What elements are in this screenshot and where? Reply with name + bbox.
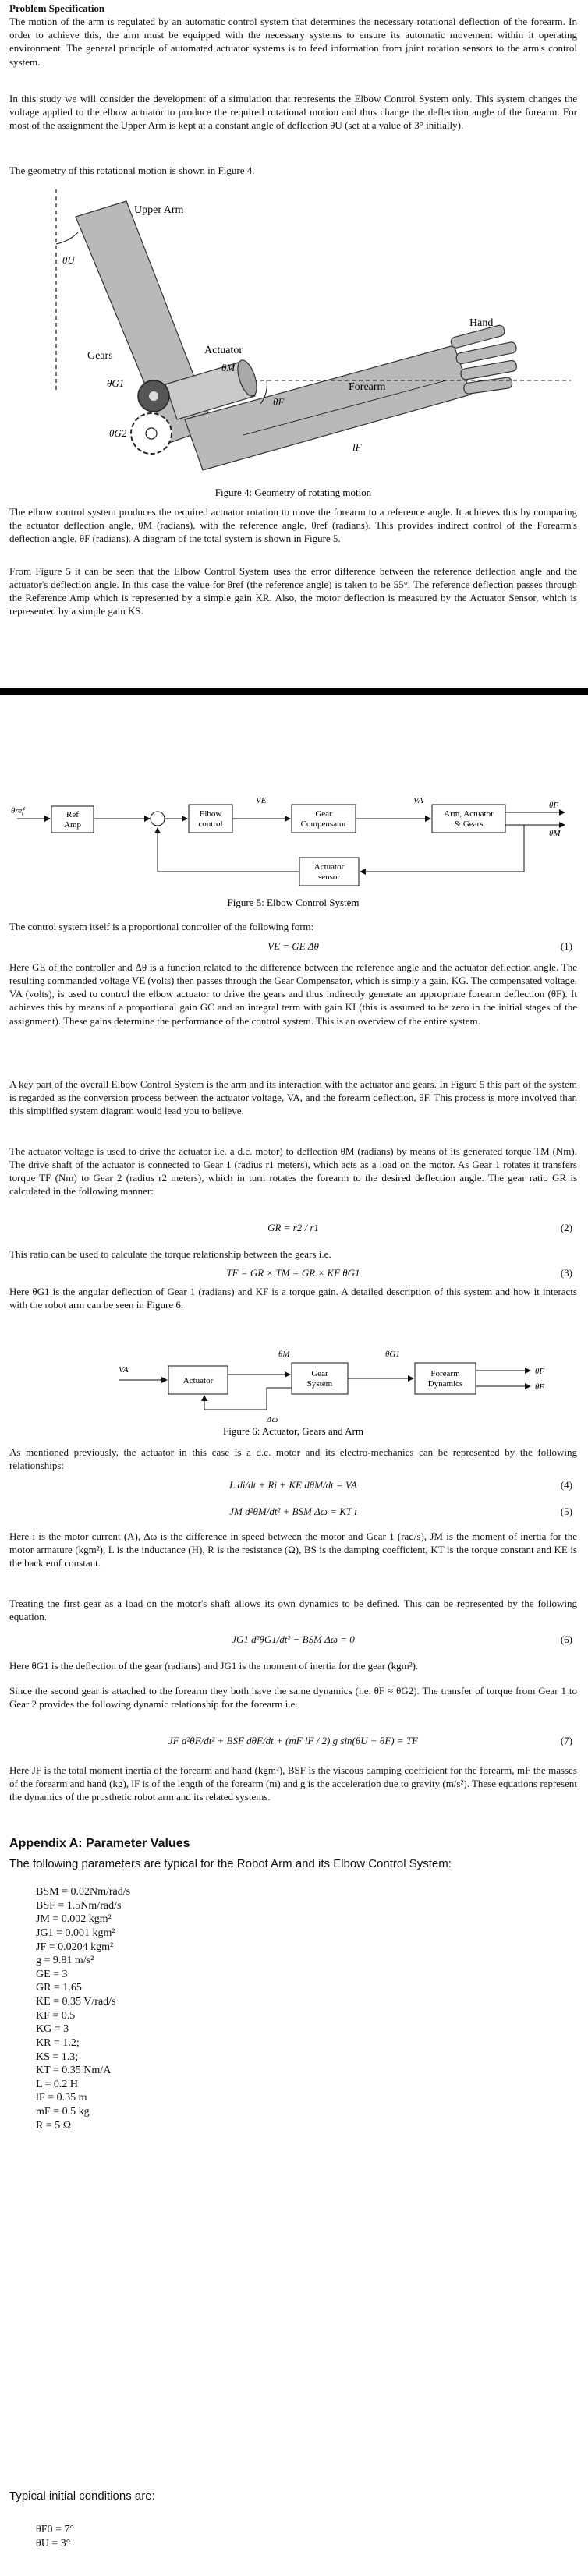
equation-1-number: (1) [560,940,572,952]
parameter-item: KE = 0.35 V/rad/s [36,1996,116,2008]
parameter-item: GE = 3 [36,1968,68,1980]
key-part-section [9,1077,577,1117]
forearm-label: Forearm [349,381,386,393]
theta-u-label: θU [62,254,75,266]
parameter-list [36,1885,285,2132]
equation-6-number: (6) [560,1633,572,1645]
intro-paragraph-3: The geometry of this rotational motion is shown in Figure 4. [9,165,255,176]
initial-conditions-title: Typical initial conditions are: [9,2489,155,2503]
gear-variable-paragraph: Here θG1 is the deflection of the gear (radians) and JG1 is the moment of inertia for the gear (kgm²). [9,1660,419,1672]
gear-label-1: Gear [315,809,332,819]
initial-conditions-section [9,2489,577,2504]
initial-condition-item: θF0 = 7° [36,2524,74,2535]
equation-4 [9,1478,577,1495]
parameter-item: KG = 3 [36,2023,69,2036]
parameter-item: KF = 0.5 [36,2009,76,2022]
first-gear-section [9,1597,577,1623]
parameter-item: GR = 1.65 [36,1982,82,1994]
theta-f-output-label-6: θF [535,1382,545,1392]
parameter-item: JG1 = 0.001 kgm² [36,1927,115,1939]
forearm-variables-paragraph: Here JF is the total moment inertia of the forearm and hand (kgm²), BSF is the viscous damping coefficient for the forearm, mF the masses of the forearm and hand (kg), lF is of the length of the forearm (m) and g is the acceleration due to gravity (m/s²). These equations represent the dynamics of the prosthetic robot arm and its related systems. [9,1764,577,1803]
gear-variable-section [9,1659,577,1672]
equation-3-number: (3) [560,1267,572,1279]
ref-amp-label-2: Amp [64,820,81,830]
equation-7-number: (7) [560,1735,572,1746]
theta-g1-label: θG1 [107,377,125,389]
actuator-label: Actuator [204,345,243,356]
intro-paragraph-2: In this study we will consider the development of a simulation that represents the Elbow Control System only. This system changes the voltage applied to the elbow actuator to produce the required rotational motion and thus change the deflection angle of the forearm. For most of the assignment the Upper Arm is kept at a constant angle of deflection θU (set at a value of 3° initially). [9,93,577,132]
theta-g2-label: θG2 [109,427,127,439]
control-paragraph-2: Here GE of the controller and Δθ is a function related to the difference between the reference angle and the actuator deflection angle. The resulting commanded voltage VE (volts) then passes through the Gear Compensator, which is simply a gain, KG. The compensated voltage, VA (volts), is used to control the elbow actuator to drive the gears and thus indirectly generate an appropriate forearm deflection (θF). It achieves this by means of a proportional gain GC and an integral term with gain KI (this is assumed to be zero in the initial stages of the assignment). These gains determine the performance of the control system. This is an overview of the entire system. [9,961,577,1027]
equation-1-body: VE = GE Δθ [267,940,319,952]
equation-6-body: JG1 d²θG1/dt² − BSM Δω = 0 [232,1633,355,1645]
parameter-item: mF = 0.5 kg [36,2106,90,2118]
equation-5-body: JM d²θM/dt² + BSM Δω = KT i [229,1506,357,1517]
gear-system-label-1: Gear [311,1369,328,1378]
motor-variables-paragraph: Here i is the motor current (A), Δω is the difference in speed between the motor and Gear 1 (rad/s), JM is the moment of inertia for the motor armature (kgm²), L is the inductance (H), R is the resistance (Ω), BS is the damping coefficient, KT is the torque constant and KE is the back emf constant. [9,1530,577,1569]
forearm-dynamics-label-2: Dynamics [427,1379,463,1389]
forearm-dynamics-label-1: Forearm [430,1369,460,1378]
theta-m-signal-label: θM [278,1350,290,1359]
theta-m-label: θM [221,362,236,373]
elbow-label-2: control [198,819,223,829]
theta-ref-input-label: θref [11,806,25,816]
parameter-item: KR = 1.2; [36,2036,80,2049]
problem-spec-section [9,2,577,69]
figure-4 [9,186,577,513]
motor-paragraph: As mentioned previously, the actuator in this case is a d.c. motor and its electro-mechanics can be represented by the following relationships: [9,1446,577,1472]
forearm-dynamics-block [415,1363,476,1394]
initial-condition-item: θU = 3° [36,2537,71,2549]
elbow-label-1: Elbow [199,809,222,819]
equation-6 [9,1633,577,1650]
equation-5-number: (5) [560,1506,572,1517]
control-section-2 [9,961,577,1028]
figure-6-caption: Figure 6: Actuator, Gears and Arm [223,1425,363,1437]
l-f-label: lF [352,441,362,453]
intro-section-2 [9,92,577,132]
actuator-voltage-section [9,1145,577,1198]
parameter-item: R = 5 Ω [36,2119,72,2132]
gear-system-block [292,1363,348,1394]
control-intro-paragraph: The control system itself is a proportional controller of the following form: [9,921,314,932]
figure-5-caption: Figure 5: Elbow Control System [227,897,360,908]
parameter-item: JM = 0.002 kgm² [36,1913,112,1926]
parameter-item: JF = 0.0204 kgm² [36,1941,114,1953]
gear-system-label-2: System [306,1379,333,1389]
motor-section [9,1445,577,1472]
theta-u-arc [56,232,78,244]
equation-2-number: (2) [560,1222,572,1233]
initial-conditions-list [36,2523,285,2550]
actuator-voltage-paragraph: The actuator voltage is used to drive the actuator i.e. a d.c. motor) to deflection θM (radians) by means of its generated torque TM (Nm). The drive shaft of the actuator is connected to Gear 1 (radius r1 meters), which acts as a load on the motor. As Gear 1 rotates it transfers torque TF (Nm) to Gear 2 (radius r2 meters), which in turn rotates the forearm to the desired deflection angle. The gear ratio GR is calculated in the following manner: [9,1145,577,1198]
parameter-item: lF = 0.35 m [36,2092,87,2104]
theta-f-output-label: θF [549,801,559,810]
gear-2-shape [131,413,172,454]
figure-5-diagram [9,787,577,912]
actuator-block-label: Actuator [182,1376,214,1385]
equation-5 [9,1505,577,1522]
gear-1-shape [138,380,169,412]
appendix-intro: The following parameters are typical for the Robot Arm and its Elbow Control System: [9,1857,452,1871]
summing-junction [151,812,165,826]
ref-amp-label-1: Ref [66,810,79,819]
gear-deflection-paragraph: Here θG1 is the angular deflection of Gear 1 (radians) and KF is a torque gain. A detailed description of this system and how it interacts with the robot arm can be seen in Figure 6. [9,1286,577,1311]
parameter-item: KT = 0.35 Nm/A [36,2065,112,2077]
arm-label-2: & Gears [454,819,484,829]
elbow-paragraph-2: From Figure 5 it can be seen that the Elbow Control System uses the error difference between the reference deflection angle and the actuator's deflection angle. In this case the value for θref (the reference angle) is taken to be 55°. The reference deflection passes through the Reference Amp which is represented by a simple gain KR. Also, the motor deflection is measured by the Actuator Sensor, which is represented by a simple gain KS. [9,565,577,617]
theta-g1-signal-label: θG1 [385,1350,400,1359]
delta-omega-label: Δω [267,1415,278,1424]
equation-4-body: L di/dt + Ri + KE dθM/dt = VA [229,1479,357,1491]
figure-4-diagram [9,186,577,513]
arm-label-1: Arm, Actuator [444,809,494,819]
key-part-paragraph: A key part of the overall Elbow Control System is the arm and its interaction with the actuator and gears. In Figure 5 this part of the system is regarded as the conversion process between the actuator voltage, VA, and the forearm deflection, θF. This process is more involved than this simplified system diagram would lead you to believe. [9,1078,577,1117]
parameter-item: L = 0.2 H [36,2078,79,2090]
sensor-label-2: sensor [317,872,341,882]
gears-label: Gears [87,350,113,362]
gear-label-2: Compensator [300,819,347,829]
control-intro-section [9,920,577,933]
appendix-section [9,1835,577,1872]
theta-rate-output-label: θ̇F [535,1367,545,1376]
ratio-section [9,1247,577,1261]
elbow-paragraph-1: The elbow control system produces the required actuator rotation to move the forearm to a reference angle. It achieves this by comparing the actuator deflection angle, θM (radians), with the reference angle, θref (radians). This provides indirect control of the Forearm's deflection angle, θF (radians). A diagram of the total system is shown in Figure 5. [9,506,577,545]
second-gear-section [9,1684,577,1711]
equation-2 [9,1221,577,1238]
elbow-section-2 [9,564,577,618]
gear-deflection-section [9,1285,577,1311]
second-gear-paragraph: Since the second gear is attached to the forearm they both have the same dynamics (i.e. θF ≈ θG2). The transfer of torque from Gear 1 to Gear 2 provides the following dynamic relationship for the forearm i.e. [9,1685,577,1711]
parameter-item: g = 9.81 m/s² [36,1955,94,1967]
motor-variables-section [9,1530,577,1569]
equation-3 [9,1266,577,1283]
elbow-section-1 [9,505,577,545]
section-title: Problem Specification [9,2,105,14]
equation-3-body: TF = GR × TM = GR × KF θG1 [226,1267,360,1279]
first-gear-paragraph: Treating the first gear as a load on the motor's shaft allows its own dynamics to be defined. This can be represented by the following equation. [9,1598,577,1623]
hand-label: Hand [469,317,494,329]
theta-f-label: θF [273,396,285,408]
forearm-variables-section [9,1764,577,1803]
va-label: VA [413,796,423,805]
ratio-paragraph: This ratio can be used to calculate the torque relationship between the gears i.e. [9,1248,331,1260]
upper-arm-label: Upper Arm [134,204,184,216]
parameter-item: BSF = 1.5Nm/rad/s [36,1899,122,1912]
divider-bar [0,688,588,695]
equation-7-body: JF d²θF/dt² + BSF dθF/dt + (mF lF / 2) g sin(θU + θF) = TF [168,1735,419,1746]
intro-section-3 [9,164,577,177]
theta-m-output-label: θM [549,829,561,838]
equation-2-body: GR = r2 / r1 [267,1222,319,1233]
figure-5 [9,787,577,912]
appendix-title: Appendix A: Parameter Values [9,1837,190,1850]
equation-4-number: (4) [560,1479,572,1491]
intro-paragraph-1: The motion of the arm is regulated by an automatic control system that determines the necessary rotational deflection of the forearm. In order to achieve this, the arm must be equipped with the necessary systems to ensure its automatic movement within it operating environment. The general principle of automated actuator systems is to feed information from joint rotation sensors to the arm's control system. [9,16,577,68]
ve-label: VE [256,796,267,805]
va-input-label: VA [119,1365,129,1375]
feedback-to-sum-line [158,828,299,872]
sensor-label-1: Actuator [313,862,345,872]
equation-7 [9,1734,577,1751]
equation-1 [9,939,577,957]
figure-4-caption: Figure 4: Geometry of rotating motion [214,487,372,498]
parameter-item: BSM = 0.02Nm/rad/s [36,1886,131,1898]
parameter-item: KS = 1.3; [36,2051,79,2063]
